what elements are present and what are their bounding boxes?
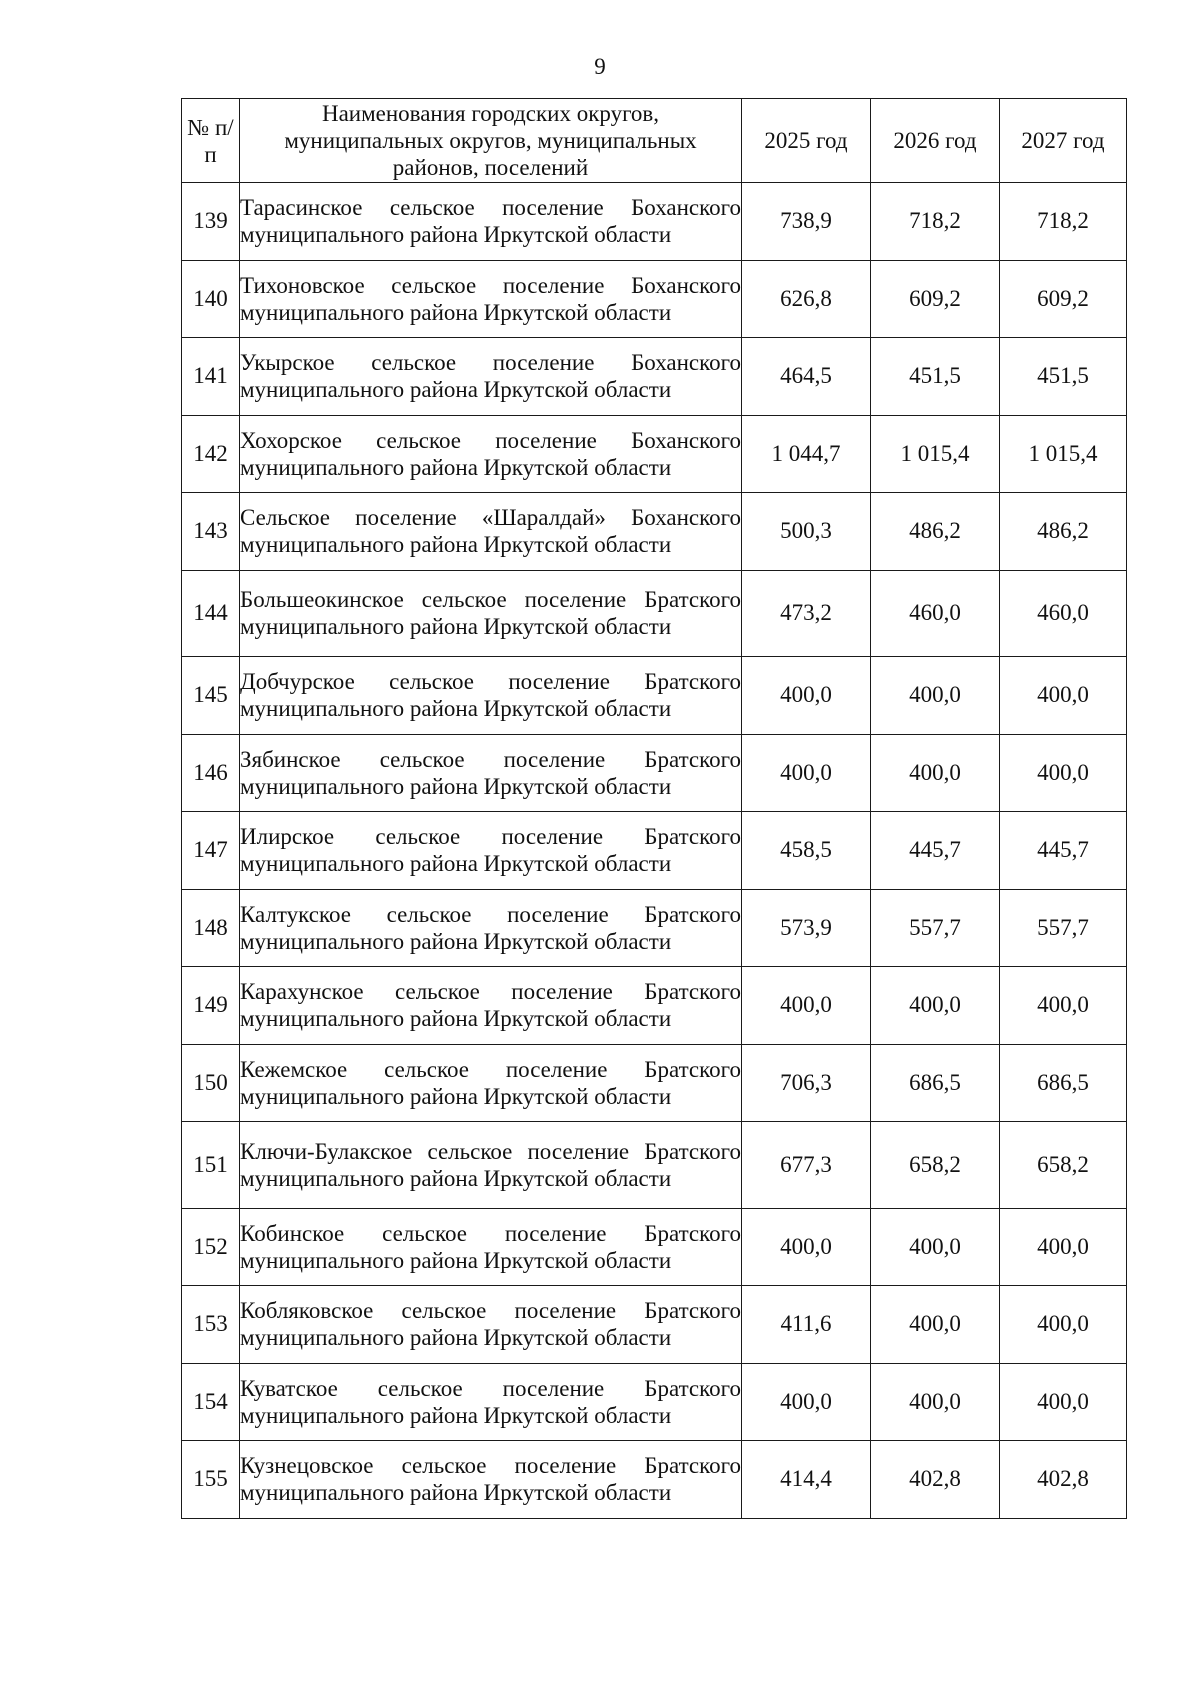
row-number: 151 xyxy=(182,1122,240,1209)
row-value-2026: 451,5 xyxy=(871,338,1000,416)
header-year-2025: 2025 год xyxy=(742,99,871,183)
row-number: 155 xyxy=(182,1441,240,1519)
row-value-2025: 573,9 xyxy=(742,889,871,967)
row-name: Зябинское сельское поселение Братского муниципального района Иркутской области xyxy=(240,734,742,812)
table-row xyxy=(182,967,1127,1045)
row-value-2027: 658,2 xyxy=(1000,1122,1127,1209)
table-row xyxy=(182,812,1127,890)
row-value-2027: 445,7 xyxy=(1000,812,1127,890)
row-value-2026: 557,7 xyxy=(871,889,1000,967)
row-value-2025: 706,3 xyxy=(742,1044,871,1122)
table-row xyxy=(182,1044,1127,1122)
row-name: Илирское сельское поселение Братского муниципального района Иркутской области xyxy=(240,812,742,890)
row-value-2025: 1 044,7 xyxy=(742,415,871,493)
table-row xyxy=(182,338,1127,416)
row-value-2026: 609,2 xyxy=(871,260,1000,338)
row-number: 141 xyxy=(182,338,240,416)
row-value-2026: 460,0 xyxy=(871,570,1000,657)
row-value-2026: 402,8 xyxy=(871,1441,1000,1519)
header-year-2026: 2026 год xyxy=(871,99,1000,183)
table-row xyxy=(182,1286,1127,1364)
row-value-2026: 1 015,4 xyxy=(871,415,1000,493)
table-row xyxy=(182,493,1127,571)
row-number: 140 xyxy=(182,260,240,338)
row-number: 144 xyxy=(182,570,240,657)
row-value-2027: 400,0 xyxy=(1000,967,1127,1045)
row-number: 147 xyxy=(182,812,240,890)
table-row xyxy=(182,1208,1127,1286)
row-value-2027: 400,0 xyxy=(1000,657,1127,735)
row-value-2027: 460,0 xyxy=(1000,570,1127,657)
row-number: 150 xyxy=(182,1044,240,1122)
table-row xyxy=(182,415,1127,493)
row-value-2025: 500,3 xyxy=(742,493,871,571)
row-number: 149 xyxy=(182,967,240,1045)
row-number: 153 xyxy=(182,1286,240,1364)
row-name: Добчурское сельское поселение Братского муниципального района Иркутской области xyxy=(240,657,742,735)
row-value-2025: 677,3 xyxy=(742,1122,871,1209)
row-value-2026: 400,0 xyxy=(871,734,1000,812)
row-value-2026: 486,2 xyxy=(871,493,1000,571)
row-value-2027: 400,0 xyxy=(1000,1208,1127,1286)
row-value-2027: 718,2 xyxy=(1000,183,1127,261)
row-value-2025: 400,0 xyxy=(742,967,871,1045)
row-value-2026: 400,0 xyxy=(871,967,1000,1045)
row-name: Кежемское сельское поселение Братского муниципального района Иркутской области xyxy=(240,1044,742,1122)
table-row xyxy=(182,570,1127,657)
row-value-2026: 400,0 xyxy=(871,1286,1000,1364)
row-value-2027: 486,2 xyxy=(1000,493,1127,571)
row-value-2025: 626,8 xyxy=(742,260,871,338)
page-number: 9 xyxy=(594,54,606,79)
header-row xyxy=(182,99,1127,183)
row-name: Тихоновское сельское поселение Боханского муниципального района Иркутской области xyxy=(240,260,742,338)
row-value-2025: 458,5 xyxy=(742,812,871,890)
row-value-2027: 400,0 xyxy=(1000,734,1127,812)
row-value-2027: 400,0 xyxy=(1000,1363,1127,1441)
row-number: 143 xyxy=(182,493,240,571)
table-header xyxy=(182,99,1127,183)
row-value-2025: 400,0 xyxy=(742,657,871,735)
table-row xyxy=(182,1122,1127,1209)
row-value-2026: 718,2 xyxy=(871,183,1000,261)
row-value-2026: 445,7 xyxy=(871,812,1000,890)
row-value-2026: 400,0 xyxy=(871,1363,1000,1441)
row-value-2026: 658,2 xyxy=(871,1122,1000,1209)
table-row xyxy=(182,260,1127,338)
row-number: 154 xyxy=(182,1363,240,1441)
row-name: Кузнецовское сельское поселение Братского муниципального района Иркутской области xyxy=(240,1441,742,1519)
header-number: № п/п xyxy=(182,99,240,183)
row-value-2025: 400,0 xyxy=(742,1363,871,1441)
row-value-2027: 557,7 xyxy=(1000,889,1127,967)
table-row xyxy=(182,889,1127,967)
row-value-2025: 400,0 xyxy=(742,1208,871,1286)
row-number: 145 xyxy=(182,657,240,735)
row-name: Ключи-Булакское сельское поселение Братского муниципального района Иркутской области xyxy=(240,1122,742,1209)
row-name: Карахунское сельское поселение Братского муниципального района Иркутской области xyxy=(240,967,742,1045)
row-number: 142 xyxy=(182,415,240,493)
row-value-2025: 464,5 xyxy=(742,338,871,416)
row-value-2026: 400,0 xyxy=(871,657,1000,735)
table-row xyxy=(182,1363,1127,1441)
table-row xyxy=(182,1441,1127,1519)
row-name: Хохорское сельское поселение Боханского муниципального района Иркутской области xyxy=(240,415,742,493)
allocation-table xyxy=(181,98,1127,1519)
row-value-2025: 738,9 xyxy=(742,183,871,261)
row-number: 146 xyxy=(182,734,240,812)
row-value-2027: 451,5 xyxy=(1000,338,1127,416)
row-value-2027: 400,0 xyxy=(1000,1286,1127,1364)
row-value-2027: 402,8 xyxy=(1000,1441,1127,1519)
row-name: Большеокинское сельское поселение Братского муниципального района Иркутской области xyxy=(240,570,742,657)
table-body xyxy=(182,183,1127,1519)
row-name: Кобинское сельское поселение Братского муниципального района Иркутской области xyxy=(240,1208,742,1286)
header-name: Наименования городских округов, муниципальных округов, муниципальных районов, поселений xyxy=(240,99,742,183)
row-value-2027: 609,2 xyxy=(1000,260,1127,338)
row-name: Куватское сельское поселение Братского муниципального района Иркутской области xyxy=(240,1363,742,1441)
row-value-2025: 473,2 xyxy=(742,570,871,657)
row-name: Калтукское сельское поселение Братского муниципального района Иркутской области xyxy=(240,889,742,967)
row-number: 152 xyxy=(182,1208,240,1286)
row-value-2025: 414,4 xyxy=(742,1441,871,1519)
row-value-2026: 400,0 xyxy=(871,1208,1000,1286)
header-year-2027: 2027 год xyxy=(1000,99,1127,183)
row-value-2027: 686,5 xyxy=(1000,1044,1127,1122)
table-row xyxy=(182,734,1127,812)
row-value-2027: 1 015,4 xyxy=(1000,415,1127,493)
table-row xyxy=(182,183,1127,261)
row-name: Кобляковское сельское поселение Братского муниципального района Иркутской области xyxy=(240,1286,742,1364)
row-value-2025: 400,0 xyxy=(742,734,871,812)
row-name: Тарасинское сельское поселение Боханского муниципального района Иркутской области xyxy=(240,183,742,261)
row-number: 148 xyxy=(182,889,240,967)
row-name: Укырское сельское поселение Боханского муниципального района Иркутской области xyxy=(240,338,742,416)
row-name: Сельское поселение «Шаралдай» Боханского муниципального района Иркутской области xyxy=(240,493,742,571)
row-value-2026: 686,5 xyxy=(871,1044,1000,1122)
table-row xyxy=(182,657,1127,735)
row-number: 139 xyxy=(182,183,240,261)
row-value-2025: 411,6 xyxy=(742,1286,871,1364)
